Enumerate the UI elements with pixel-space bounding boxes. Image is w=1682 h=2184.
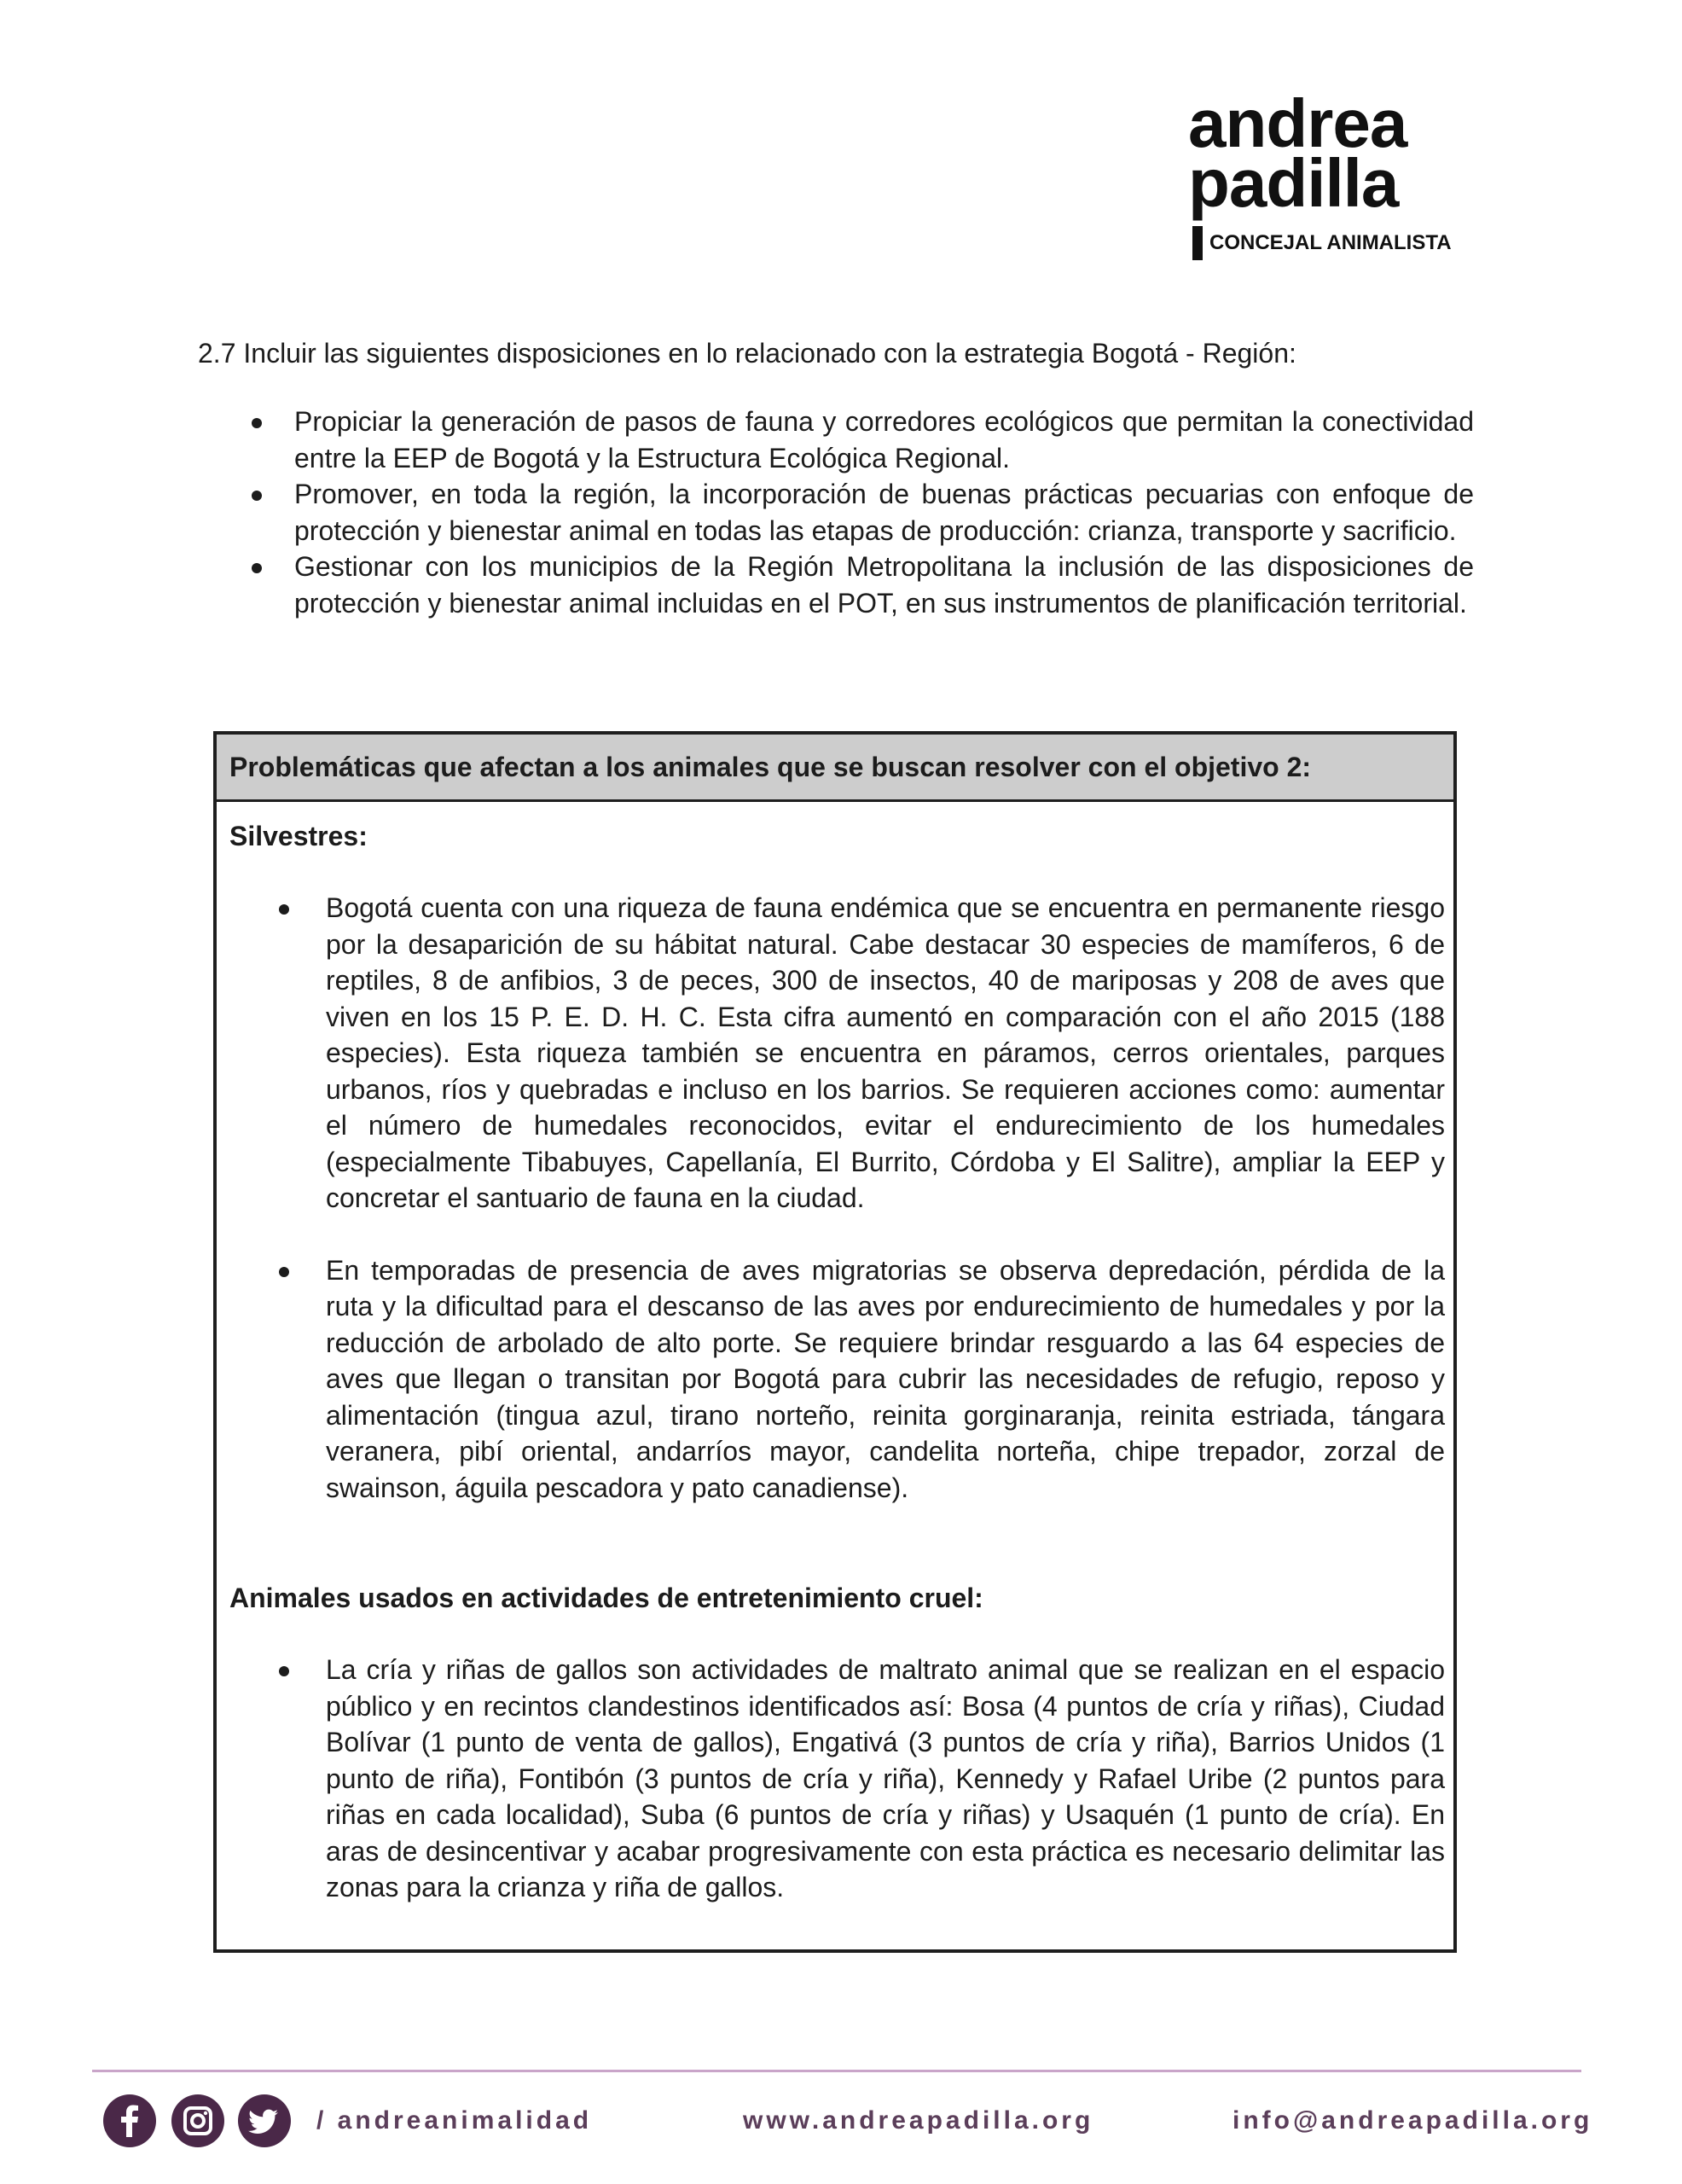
bullet-icon <box>252 491 262 501</box>
bullet-icon <box>279 1267 289 1277</box>
list-item-text: Propiciar la generación de pasos de fauna y corredores ecológicos que permitan la conectividad entre la EEP de Bogotá y la Estructura Ecológica Regional. <box>294 406 1474 473</box>
list-item-text: En temporadas de presencia de aves migratorias se observa depredación, pérdida de la ruta y la dificultad para el descanso de las aves por endurecimiento de humedales y por la reducción de arbolado de alto porte. Se requiere brindar resguardo a las 64 especies de aves que llegan o transitan por Bogotá para cubrir las necesidades de refugio, reposo y alimentación (tingua azul, tirano norteño, reinita gorginaranja, reinita estriada, tángara veranera, pibí oriental, andarríos mayor, candelita norteña, chipe trepador, zorzal de swainson, águila pescadora y pato canadiense). <box>326 1254 1445 1503</box>
list-item-text: Bogotá cuenta con una riqueza de fauna endémica que se encuentra en permanente riesgo por la desaparición de su hábitat natural. Cabe destacar 30 especies de mamíferos, 6 de reptiles, 8 de anfibios, 3 de peces, 300 de insectos, 40 de mariposas y 208 de aves que viven en los 15 P. E. D. H. C. Esta cifra aumentó en comparación con el año 2015 (188 especies). Esta riqueza también se encuentra en páramos, cerros orientales, parques urbanos, ríos y quebradas e incluso en los barrios. Se requieren acciones como: aumentar el número de humedales reconocidos, evitar el endurecimiento de los humedales (especialmente Tibabuyes, Capellanía, El Burrito, Córdoba y El Salitre), ampliar la EEP y concretar el santuario de fauna en la ciudad. <box>326 892 1445 1213</box>
section-title-entretenimiento: Animales usados en actividades de entretenimiento cruel: <box>229 1583 983 1613</box>
list-item-text: Promover, en toda la región, la incorporación de buenas prácticas pecuarias con enfoque de protección y bienestar animal en todas las etapas de producción: crianza, transporte y sacrificio. <box>294 479 1474 546</box>
bullet-icon <box>252 418 262 428</box>
list-item <box>294 404 1474 476</box>
section-heading: 2.7 Incluir las siguientes disposiciones en lo relacionado con la estrategia Bogotá - Región: <box>198 338 1296 369</box>
list-item <box>294 476 1474 549</box>
twitter-icon[interactable] <box>238 2094 291 2147</box>
social-handle[interactable]: / andreanimalidad <box>316 2106 593 2135</box>
list-item-text: La cría y riñas de gallos son actividades de maltrato animal que se realizan en el espacio público y en recintos clandestinos identificados así: Bosa (4 puntos de cría y riñas), Ciudad Bolívar (1 punto de venta de gallos), Engativá (3 puntos de cría y riña), Barrios Unidos (1 punto de riña), Fontibón (3 puntos de cría y riña), Kennedy y Rafael Uribe (2 puntos para riñas en cada localidad), Suba (6 puntos de cría y riñas) y Usaquén (1 punto de cría). En aras de desincentivar y acabar progresivamente con esta práctica es necesario delimitar las zonas para la crianza y riña de gallos. <box>326 1654 1445 1902</box>
logo-bar <box>1192 226 1203 260</box>
table-header: Problemáticas que afectan a los animales que se buscan resolver con el objetivo 2: <box>217 735 1453 802</box>
section-title-silvestres: Silvestres: <box>229 821 368 851</box>
list-item-text: Gestionar con los municipios de la Región Metropolitana la inclusión de las disposiciones de protección y bienestar animal incluidas en el POT, en sus instrumentos de planificación territorial. <box>294 551 1474 619</box>
bullet-icon <box>279 1666 289 1676</box>
logo-line-andrea: andrea <box>1188 85 1407 161</box>
silvestres-list <box>326 890 1445 1506</box>
list-item <box>326 1252 1445 1507</box>
bullet-icon <box>252 563 262 573</box>
facebook-icon[interactable] <box>103 2094 156 2147</box>
intro-list <box>294 404 1474 621</box>
footer-divider <box>92 2070 1581 2072</box>
list-item <box>326 890 1445 1217</box>
list-item <box>326 1652 1445 1906</box>
list-item <box>294 549 1474 621</box>
entretenimiento-list <box>326 1652 1445 1906</box>
logo-subtitle: CONCEJAL ANIMALISTA <box>1209 231 1452 254</box>
logo-line-padilla: padilla <box>1188 145 1399 221</box>
website-link[interactable]: www.andreapadilla.org <box>743 2106 1094 2135</box>
bullet-icon <box>279 904 289 915</box>
email-link[interactable]: info@andreapadilla.org <box>1232 2106 1593 2135</box>
logo <box>1188 85 1452 254</box>
instagram-icon[interactable] <box>171 2094 224 2147</box>
problems-table <box>213 731 1457 1953</box>
